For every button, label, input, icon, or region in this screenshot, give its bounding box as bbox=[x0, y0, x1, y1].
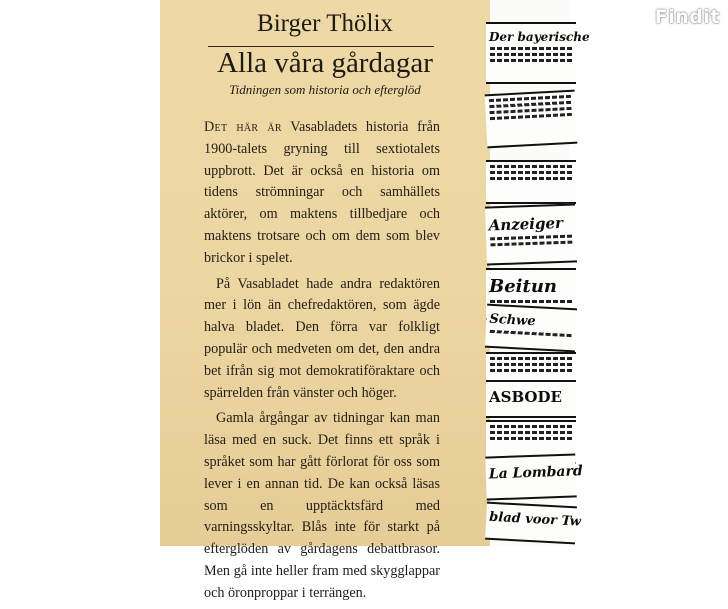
back-cover bbox=[160, 0, 490, 601]
findit-watermark: Findit bbox=[654, 6, 720, 28]
author-name: Birger Thölix bbox=[257, 10, 393, 37]
book-title: Alla våra gårdagar bbox=[217, 47, 433, 79]
newspaper-clipping bbox=[486, 380, 576, 418]
blurb-paragraph-1 bbox=[204, 117, 440, 270]
blurb-paragraph-1-text: Vasabladets historia från 1900-talets gryning till sextiotalets uppbrott. Det är också en historia om tidens strömningar och samhällets aktörer, om maktens tillbedjare och maktens trotsare och om dem som blev brickor i spelet. bbox=[204, 119, 441, 266]
newspaper-clipping bbox=[486, 22, 590, 84]
newspaper-clipping bbox=[486, 160, 576, 204]
blurb-paragraph-2: På Vasabladet hade andra redaktören mer i lön än chefredaktören, som ägde halva bladet. Den förra var folkligt populär och medveten om det, den andra bet ifrån sig mot demokratiföraktare och spärrelden från vänster och höger. bbox=[204, 275, 440, 401]
blurb-text bbox=[204, 117, 440, 609]
masthead: Der bayerische bbox=[489, 30, 590, 44]
book-subtitle: Tidningen som historia och efterglöd bbox=[229, 82, 421, 97]
masthead: Beitun bbox=[489, 276, 557, 297]
masthead: Schwe bbox=[489, 311, 536, 330]
newspaper-clipping bbox=[485, 453, 583, 500]
book-back-cover-photo bbox=[160, 0, 590, 601]
masthead: ASBODE bbox=[489, 388, 562, 406]
masthead: La Lombard bbox=[488, 463, 583, 483]
blurb-lead: Det här är bbox=[204, 119, 282, 135]
newspaper-clipping bbox=[485, 90, 578, 149]
newspaper-clipping bbox=[485, 304, 577, 353]
masthead: Anzeiger bbox=[488, 213, 564, 235]
masthead: blad voor Tw bbox=[488, 509, 582, 530]
blurb-paragraph-3: Gamla årgångar av tidningar kan man läsa med en suck. Det finns ett språk i språket som har gått förlorat för oss som lever i en annan tid. De kan också läsas som en upptäcktsfärd med varningsskyltar. Blås inte för starkt på efterglöden av gårdagens debattbrasor. Men gå inte heller fram med skygglappar och öronproppar i terrängen. bbox=[204, 410, 440, 601]
newspaper-clipping bbox=[485, 203, 577, 265]
newspaper-clipping bbox=[485, 502, 582, 545]
newspaper-collage bbox=[488, 0, 590, 546]
